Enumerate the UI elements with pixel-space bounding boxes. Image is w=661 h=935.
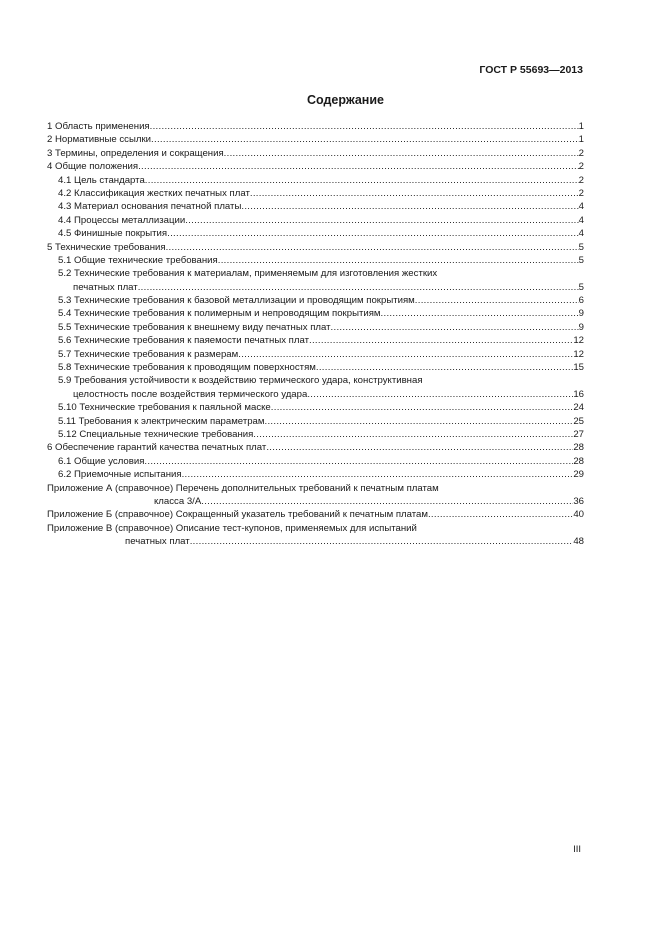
toc-leader-dots: [167, 227, 579, 240]
toc-entry-title: 4.1 Цель стандарта: [58, 174, 145, 186]
toc-leader-dots: [145, 174, 579, 187]
toc-entry[interactable]: [47, 455, 584, 468]
toc-entry-title: 5.9 Требования устойчивости к воздействию термического удара, конструктивная: [58, 375, 423, 387]
table-of-contents: [47, 120, 584, 549]
toc-leader-dots: [417, 522, 584, 535]
toc-entry[interactable]: [47, 307, 584, 320]
toc-entry[interactable]: [47, 495, 584, 508]
toc-entry-title: 6 Обеспечение гарантий качества печатных плат: [47, 442, 267, 454]
toc-leader-dots: [381, 307, 579, 320]
toc-entry-title: 4.5 Финишные покрытия: [58, 228, 168, 240]
toc-entry-page: 36: [573, 495, 584, 507]
toc-entry-title: печатных плат: [73, 281, 138, 293]
toc-entry[interactable]: [47, 227, 584, 240]
toc-entry-page: 2: [578, 147, 584, 159]
toc-leader-dots: [437, 267, 584, 280]
toc-entry-page: 25: [573, 415, 584, 427]
toc-entry[interactable]: [47, 241, 584, 254]
toc-leader-dots: [150, 120, 579, 133]
toc-entry-title: 6.1 Общие условия: [58, 455, 145, 467]
toc-entry-title: 5.5 Технические требования к внешнему виду печатных плат: [58, 321, 331, 333]
toc-entry[interactable]: [47, 482, 584, 495]
toc-entry[interactable]: [47, 374, 584, 387]
toc-entry[interactable]: [47, 120, 584, 133]
toc-entry-page: 28: [573, 455, 584, 467]
toc-leader-dots: [266, 441, 573, 454]
toc-entry-title: 5.2 Технические требования к материалам, применяемым для изготовления жестких: [58, 268, 438, 280]
toc-leader-dots: [316, 361, 573, 374]
toc-entry-title: 5.8 Технические требования к проводящим поверхностям: [58, 362, 316, 374]
toc-leader-dots: [144, 455, 573, 468]
toc-entry-page: 29: [573, 469, 584, 481]
toc-entry-page: 5: [578, 254, 584, 266]
toc-entry-page: 12: [573, 348, 584, 360]
toc-leader-dots: [250, 187, 579, 200]
toc-entry-page: 16: [573, 388, 584, 400]
toc-entry[interactable]: [47, 254, 584, 267]
toc-entry-page: 15: [573, 362, 584, 374]
page-title: Содержание: [306, 93, 384, 107]
toc-leader-dots: [271, 401, 574, 414]
toc-entry[interactable]: [47, 348, 584, 361]
toc-entry-title: 2 Нормативные ссылки: [47, 134, 152, 146]
toc-entry-page: 2: [578, 174, 584, 186]
toc-entry[interactable]: [47, 415, 584, 428]
toc-entry-page: 12: [573, 335, 584, 347]
toc-entry-title: 5.10 Технические требования к паяльной маске: [58, 402, 271, 414]
toc-entry[interactable]: [47, 267, 584, 280]
toc-entry[interactable]: [47, 508, 584, 521]
toc-entry-page: 1: [578, 134, 584, 146]
toc-entry-title: 6.2 Приемочные испытания: [58, 469, 182, 481]
toc-entry-page: 24: [573, 402, 584, 414]
toc-entry[interactable]: [47, 294, 584, 307]
toc-entry-page: 5: [578, 241, 584, 253]
toc-leader-dots: [264, 415, 573, 428]
toc-entry-page: 1: [578, 121, 584, 132]
toc-leader-dots: [185, 214, 578, 227]
toc-entry-title: 5.12 Специальные технические требования: [58, 428, 254, 440]
toc-entry-page: 4: [578, 214, 584, 226]
toc-leader-dots: [138, 281, 579, 294]
toc-leader-dots: [415, 294, 579, 307]
toc-entry-title: 5.11 Требования к электрическим параметрам: [58, 415, 265, 427]
toc-entry-page: 4: [578, 201, 584, 213]
toc-entry[interactable]: [47, 214, 584, 227]
toc-entry-page: 4: [578, 228, 584, 240]
toc-entry-title: Приложение Б (справочное) Сокращенный указатель требований к печатным платам: [47, 509, 428, 521]
page-folio: III: [573, 844, 581, 855]
toc-leader-dots: [182, 468, 574, 481]
toc-entry[interactable]: [47, 133, 584, 146]
toc-leader-dots: [238, 348, 573, 361]
toc-entry[interactable]: [47, 160, 584, 173]
toc-entry-page: 2: [578, 161, 584, 173]
toc-entry-page: 5: [578, 281, 584, 293]
toc-entry-page: 2: [578, 187, 584, 199]
toc-entry-title: Приложение В (справочное) Описание тест-купонов, применяемых для испытаний: [47, 522, 417, 534]
toc-entry[interactable]: [47, 535, 584, 548]
toc-entry[interactable]: [47, 361, 584, 374]
toc-entry[interactable]: [47, 200, 584, 213]
toc-entry-title: печатных плат: [125, 536, 190, 548]
toc-entry[interactable]: [47, 468, 584, 481]
toc-leader-dots: [241, 200, 578, 213]
toc-entry-page: 9: [578, 321, 584, 333]
toc-leader-dots: [151, 133, 579, 146]
toc-leader-dots: [307, 388, 573, 401]
toc-entry[interactable]: [47, 187, 584, 200]
toc-entry-title: 5.6 Технические требования к паяемости печатных плат: [58, 335, 309, 347]
toc-entry-title: 5.3 Технические требования к базовой металлизации и проводящим покрытиям: [58, 295, 415, 307]
toc-entry[interactable]: [47, 428, 584, 441]
toc-entry-title: 4 Общие положения: [47, 161, 139, 173]
toc-entry-title: 5 Технические требования: [47, 241, 166, 253]
toc-leader-dots: [309, 334, 573, 347]
toc-entry-page: 48: [573, 536, 584, 548]
toc-entry-page: 6: [578, 295, 584, 307]
toc-entry-title: Приложение А (справочное) Перечень дополнительных требований к печатным платам: [47, 482, 439, 494]
toc-leader-dots: [423, 374, 584, 387]
toc-entry-title: 3 Термины, определения и сокращения: [47, 147, 224, 159]
toc-entry[interactable]: [47, 441, 584, 454]
toc-entry-title: 4.3 Материал основания печатной платы: [58, 201, 242, 213]
toc-entry-title: 5.4 Технические требования к полимерным и непроводящим покрытиям: [58, 308, 381, 320]
toc-entry[interactable]: [47, 281, 584, 294]
toc-entry[interactable]: [47, 147, 584, 160]
standard-number: ГОСТ Р 55693—2013: [479, 64, 583, 76]
toc-leader-dots: [439, 482, 584, 495]
toc-entry-title: класса 3/А: [154, 495, 202, 507]
toc-entry[interactable]: [47, 388, 584, 401]
toc-leader-dots: [190, 535, 574, 548]
toc-entry-title: 4.4 Процессы металлизации: [58, 214, 186, 226]
toc-leader-dots: [218, 254, 579, 267]
toc-entry-page: 40: [573, 509, 584, 521]
toc-entry[interactable]: [47, 321, 584, 334]
toc-entry-title: 5.1 Общие технические требования: [58, 254, 218, 266]
toc-entry-page: 28: [573, 442, 584, 454]
toc-entry[interactable]: [47, 174, 584, 187]
toc-entry-title: 5.7 Технические требования к размерам: [58, 348, 239, 360]
toc-leader-dots: [331, 321, 579, 334]
toc-leader-dots: [428, 508, 573, 521]
toc-entry[interactable]: [47, 334, 584, 347]
toc-leader-dots: [253, 428, 573, 441]
toc-entry-title: целостность после воздействия термического удара: [73, 388, 308, 400]
toc-leader-dots: [138, 160, 579, 173]
toc-entry[interactable]: [47, 522, 584, 535]
toc-entry-title: 1 Область применения: [47, 121, 150, 132]
toc-leader-dots: [201, 495, 573, 508]
toc-entry-page: 27: [573, 428, 584, 440]
toc-entry-page: 9: [578, 308, 584, 320]
toc-entry[interactable]: [47, 401, 584, 414]
toc-entry-title: 4.2 Классификация жестких печатных плат: [58, 187, 250, 199]
toc-leader-dots: [166, 241, 579, 254]
toc-leader-dots: [224, 147, 579, 160]
